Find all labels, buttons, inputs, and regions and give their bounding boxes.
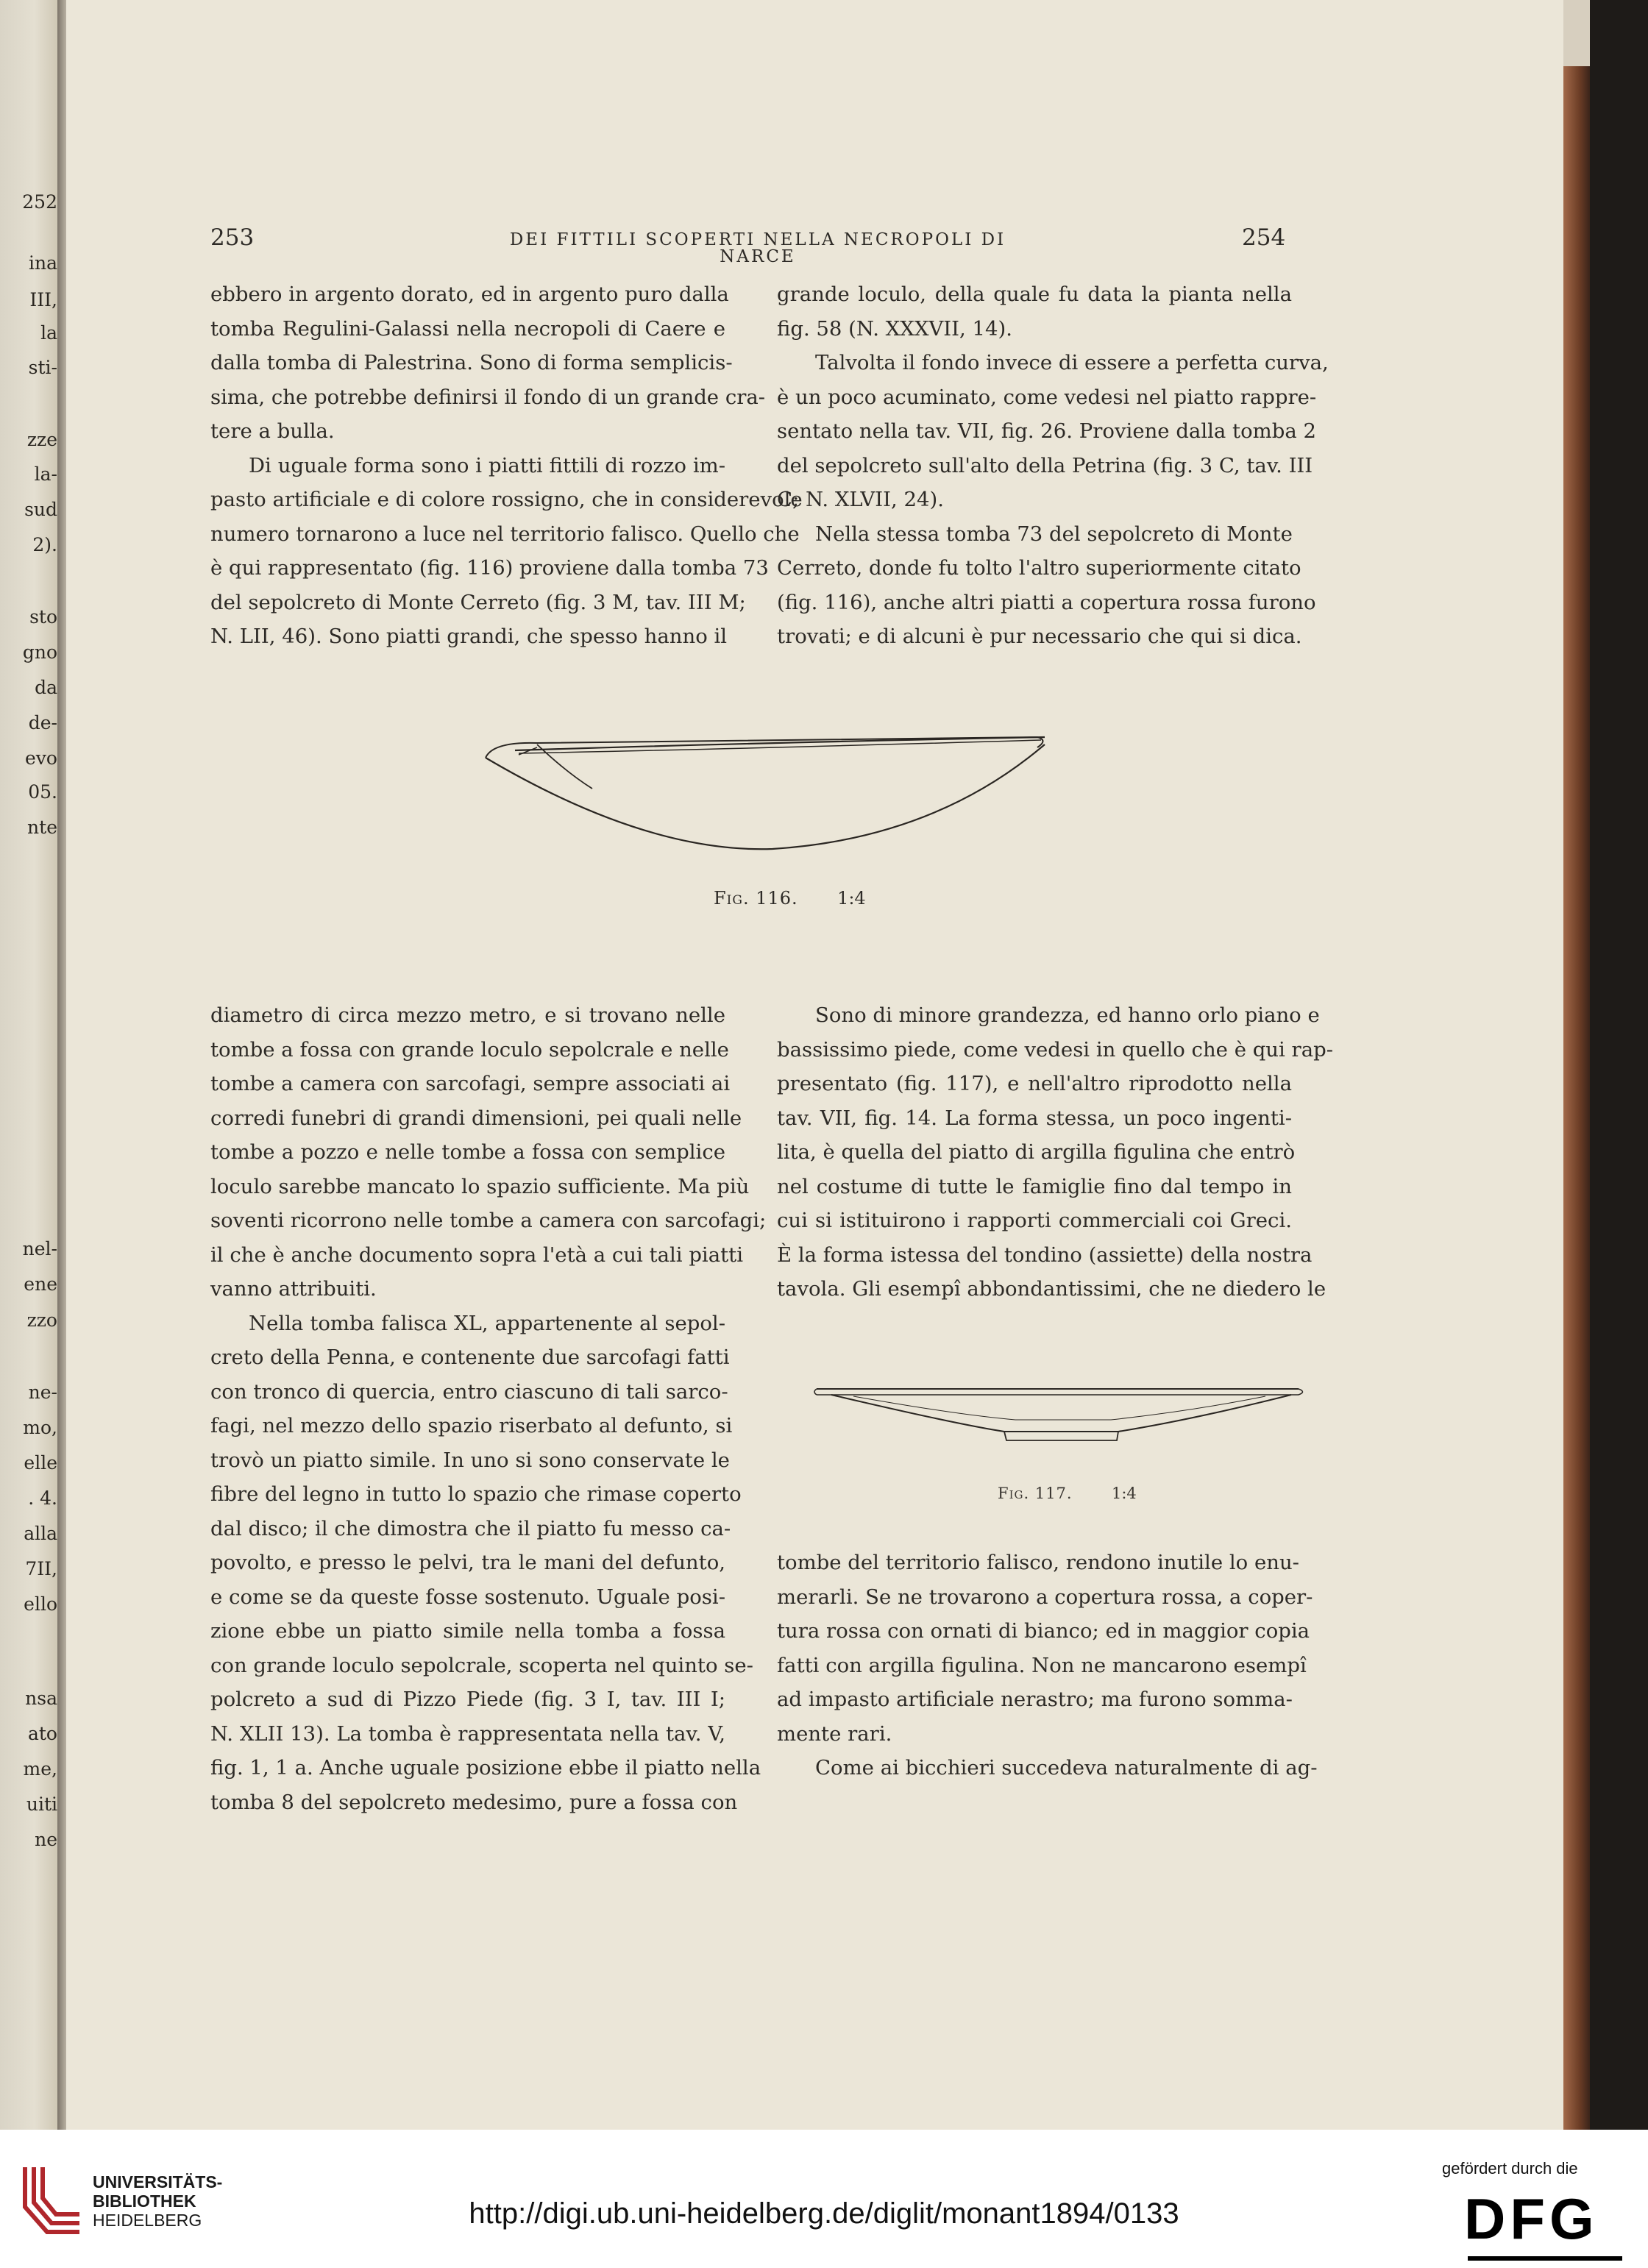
permalink-url[interactable]: http://digi.ub.uni-heidelberg.de/diglit/monant1894/0133 <box>469 2197 1179 2230</box>
running-title: DEI FITTILI SCOPERTI NELLA NECROPOLI DI NARCE <box>509 230 1006 266</box>
adjacent-page-text-fragment: nel- <box>22 1238 57 1259</box>
text-line: ad impasto artificiale nerastro; ma furono somma- <box>777 1688 1293 1711</box>
figure-117-label: Fig. 117. <box>998 1485 1073 1502</box>
text-line: tere a bulla. <box>210 419 335 443</box>
text-line: fibre del legno in tutto lo spazio che rimase coperto <box>210 1482 742 1506</box>
dfg-logo: DFG <box>1464 2186 1599 2251</box>
text-line: il che è anche documento sopra l'età a cui tali piatti <box>210 1243 744 1267</box>
text-line: con tronco di quercia, entro ciascuno di tali sarco- <box>210 1379 728 1404</box>
funded-by-label: gefördert durch die <box>1442 2159 1578 2178</box>
adjacent-page-text-fragment: mo, <box>23 1417 57 1438</box>
text-line: tomba Regulini-Galassi nella necropoli di Caere e <box>210 316 725 341</box>
figure-117-caption <box>998 1485 1137 1502</box>
adjacent-page-text-fragment: elle <box>24 1452 57 1474</box>
text-line: è qui rappresentato (fig. 116) proviene dalla tomba 73 <box>210 556 769 580</box>
text-line: Come ai bicchieri succedeva naturalmente di ag- <box>815 1756 1318 1780</box>
figure-116-label: Fig. 116. <box>714 888 798 909</box>
text-line: con grande loculo sepolcrale, scoperta nel quinto se- <box>210 1653 753 1677</box>
text-line: sima, che potrebbe definirsi il fondo di un grande cra- <box>210 385 766 409</box>
text-line: povolto, e presso le pelvi, tra le mani del defunto, <box>210 1551 725 1574</box>
adjacent-page-text-fragment: alla <box>24 1523 57 1544</box>
adjacent-page-edge <box>0 0 57 2130</box>
adjacent-page-text-fragment: ina <box>28 252 57 274</box>
text-column-4 <box>777 998 1333 1307</box>
text-line: è un poco acuminato, come vedesi nel piatto rappre- <box>777 385 1317 409</box>
text-line: loculo sarebbe mancato lo spazio sufficiente. Ma più <box>210 1174 750 1198</box>
text-line: Nella stessa tomba 73 del sepolcreto di Monte <box>815 522 1293 546</box>
text-line: diametro di circa mezzo metro, e si trovano nelle <box>210 1003 725 1027</box>
text-line: Talvolta il fondo invece di essere a perfetta curva, <box>815 351 1329 374</box>
adjacent-page-text-fragment: me, <box>23 1758 57 1780</box>
page-gutter <box>57 0 66 2130</box>
text-line: del sepolcreto di Monte Cerreto (fig. 3 M, tav. III M; <box>210 590 746 614</box>
text-line: mente rari. <box>777 1721 892 1746</box>
adjacent-page-text-fragment: . 4. <box>28 1487 57 1509</box>
text-line: sentato nella tav. VII, fig. 26. Proviene dalla tomba 2 <box>777 419 1316 443</box>
text-line: merarli. Se ne trovarono a copertura rossa, a coper- <box>777 1585 1313 1609</box>
adjacent-page-text-fragment: ne- <box>28 1382 57 1403</box>
digitization-footer <box>0 2130 1648 2268</box>
figure-116-caption <box>714 888 866 909</box>
adjacent-page-text-fragment: 2). <box>32 534 57 555</box>
text-line: e come se da queste fosse sostenuto. Uguale posi- <box>210 1585 725 1609</box>
text-line: N. LII, 46). Sono piatti grandi, che spesso hanno il <box>210 625 728 648</box>
text-line: del sepolcreto sull'alto della Petrina (fig. 3 C, tav. III <box>777 453 1313 477</box>
text-line: dal disco; il che dimostra che il piatto fu messo ca- <box>210 1516 731 1540</box>
adjacent-page-text-fragment: III, <box>29 289 57 310</box>
text-line: fatti con argilla figulina. Non ne mancarono esempî <box>777 1653 1307 1677</box>
text-line: dalla tomba di Palestrina. Sono di forma semplicis- <box>210 351 733 374</box>
adjacent-page-text-fragment: sud <box>24 499 57 520</box>
text-column-2 <box>777 277 1329 654</box>
text-line: È la forma istessa del tondino (assiette) della nostra <box>777 1243 1313 1267</box>
adjacent-page-text-fragment: 7II, <box>25 1558 57 1579</box>
adjacent-page-text-fragment: de- <box>28 712 57 733</box>
text-line: fagi, nel mezzo dello spazio riserbato al defunto, si <box>210 1414 733 1437</box>
text-column-5 <box>777 1546 1318 1785</box>
text-line: fig. 1, 1 a. Anche uguale posizione ebbe il piatto nella <box>210 1756 761 1780</box>
text-line: corredi funebri di grandi dimensioni, pei quali nelle <box>210 1106 742 1130</box>
text-line: grande loculo, della quale fu data la pianta nella <box>777 282 1292 306</box>
text-line: polcreto a sud di Pizzo Piede (fig. 3 I, tav. III I; <box>210 1688 725 1711</box>
text-line: creto della Penna, e contenente due sarcofagi fatti <box>210 1345 730 1369</box>
figure-117-scale: 1:4 <box>1112 1485 1137 1502</box>
adjacent-page-text-fragment: 05. <box>28 781 57 803</box>
page-number-left: 253 <box>210 224 255 251</box>
book-cover-edge <box>1563 66 1590 2130</box>
text-line: trovati; e di alcuni è pur necessario che qui si dica. <box>777 625 1302 648</box>
text-line: tavola. Gli esempî abbondantissimi, che ne diedero le <box>777 1277 1326 1301</box>
text-line: fig. 58 (N. XXXVII, 14). <box>777 316 1012 341</box>
adjacent-page-text-fragment: evo <box>25 747 57 769</box>
dfg-logo-underline <box>1468 2256 1622 2261</box>
text-line: bassissimo piede, come vedesi in quello che è qui rap- <box>777 1037 1333 1062</box>
text-line: tombe a camera con sarcofagi, sempre associati ai <box>210 1072 731 1095</box>
text-line: vanno attribuiti. <box>210 1277 377 1301</box>
text-line: N. XLII 13). La tomba è rappresentata nella tav. V, <box>210 1721 725 1746</box>
library-name-line: UNIVERSITÄTS- <box>93 2172 223 2191</box>
library-name-line: HEIDELBERG <box>93 2211 202 2230</box>
text-line: ebbero in argento dorato, ed in argento puro dalla <box>210 282 729 306</box>
adjacent-page-text-fragment: gno <box>22 641 57 663</box>
text-line: numero tornarono a luce nel territorio falisco. Quello che <box>210 522 800 546</box>
text-line: tomba 8 del sepolcreto medesimo, pure a fossa con <box>210 1790 738 1814</box>
adjacent-page-text-fragment: ne <box>35 1829 57 1850</box>
text-line: C; N. XLVII, 24). <box>777 488 944 511</box>
figure-116-scale: 1:4 <box>837 888 866 909</box>
adjacent-page-text-fragment: 252 <box>22 191 57 213</box>
adjacent-page-text-fragment: ato <box>27 1723 57 1744</box>
adjacent-page-text-fragment: da <box>35 677 57 698</box>
adjacent-page-text-fragment: la- <box>34 463 57 485</box>
text-line: presentato (fig. 117), e nell'altro riprodotto nella <box>777 1072 1292 1095</box>
figure-116-plate-drawing <box>464 728 1052 875</box>
page-number-right: 254 <box>1242 224 1286 251</box>
text-column-1 <box>210 277 803 654</box>
text-line: zione ebbe un piatto simile nella tomba a fossa <box>210 1619 725 1643</box>
text-line: tav. VII, fig. 14. La forma stessa, un poco ingenti- <box>777 1106 1292 1130</box>
text-line: tura rossa con ornati di bianco; ed in maggior copia <box>777 1619 1310 1643</box>
text-line: Di uguale forma sono i piatti fittili di rozzo im- <box>249 453 725 477</box>
adjacent-page-text-fragment: uiti <box>26 1794 57 1815</box>
text-line: tombe a fossa con grande loculo sepolcrale e nelle <box>210 1037 729 1062</box>
adjacent-page-text-fragment: zzo <box>26 1309 57 1331</box>
adjacent-page-text-fragment: ello <box>24 1593 57 1615</box>
text-line: pasto artificiale e di colore rossigno, che in considerevole <box>210 488 803 511</box>
adjacent-page-text-fragment: nsa <box>25 1688 57 1709</box>
adjacent-page-text-fragment: nte <box>27 817 57 838</box>
text-line: soventi ricorrono nelle tombe a camera con sarcofagi; <box>210 1209 767 1232</box>
text-line: Cerreto, donde fu tolto l'altro superiormente citato <box>777 556 1301 580</box>
text-line: tombe del territorio falisco, rendono inutile lo enu- <box>777 1551 1299 1574</box>
text-line: lita, è quella del piatto di argilla figulina che entrò <box>777 1140 1296 1164</box>
library-name-line: BIBLIOTHEK <box>93 2191 196 2211</box>
text-line: trovò un piatto simile. In uno si sono conservate le <box>210 1448 730 1472</box>
text-column-3 <box>210 998 767 1819</box>
adjacent-page-text-fragment: la <box>40 322 57 344</box>
text-line: (fig. 116), anche altri piatti a copertura rossa furono <box>777 590 1316 614</box>
text-line: Sono di minore grandezza, ed hanno orlo piano e <box>815 1003 1320 1027</box>
adjacent-page-text-fragment: sti- <box>28 357 57 378</box>
adjacent-page-text-fragment: zze <box>26 429 57 450</box>
book-edge-top <box>1563 0 1590 66</box>
text-line: cui si istituirono i rapporti commerciali coi Greci. <box>777 1209 1292 1232</box>
text-line: Nella tomba falisca XL, appartenente al sepol- <box>249 1311 725 1335</box>
adjacent-page-text-fragment: ene <box>24 1273 57 1295</box>
figure-117-plate-drawing <box>809 1374 1310 1455</box>
adjacent-page-text-fragment: sto <box>29 606 57 628</box>
text-line: tombe a pozzo e nelle tombe a fossa con semplice <box>210 1140 725 1164</box>
text-line: nel costume di tutte le famiglie fino dal tempo in <box>777 1174 1292 1198</box>
